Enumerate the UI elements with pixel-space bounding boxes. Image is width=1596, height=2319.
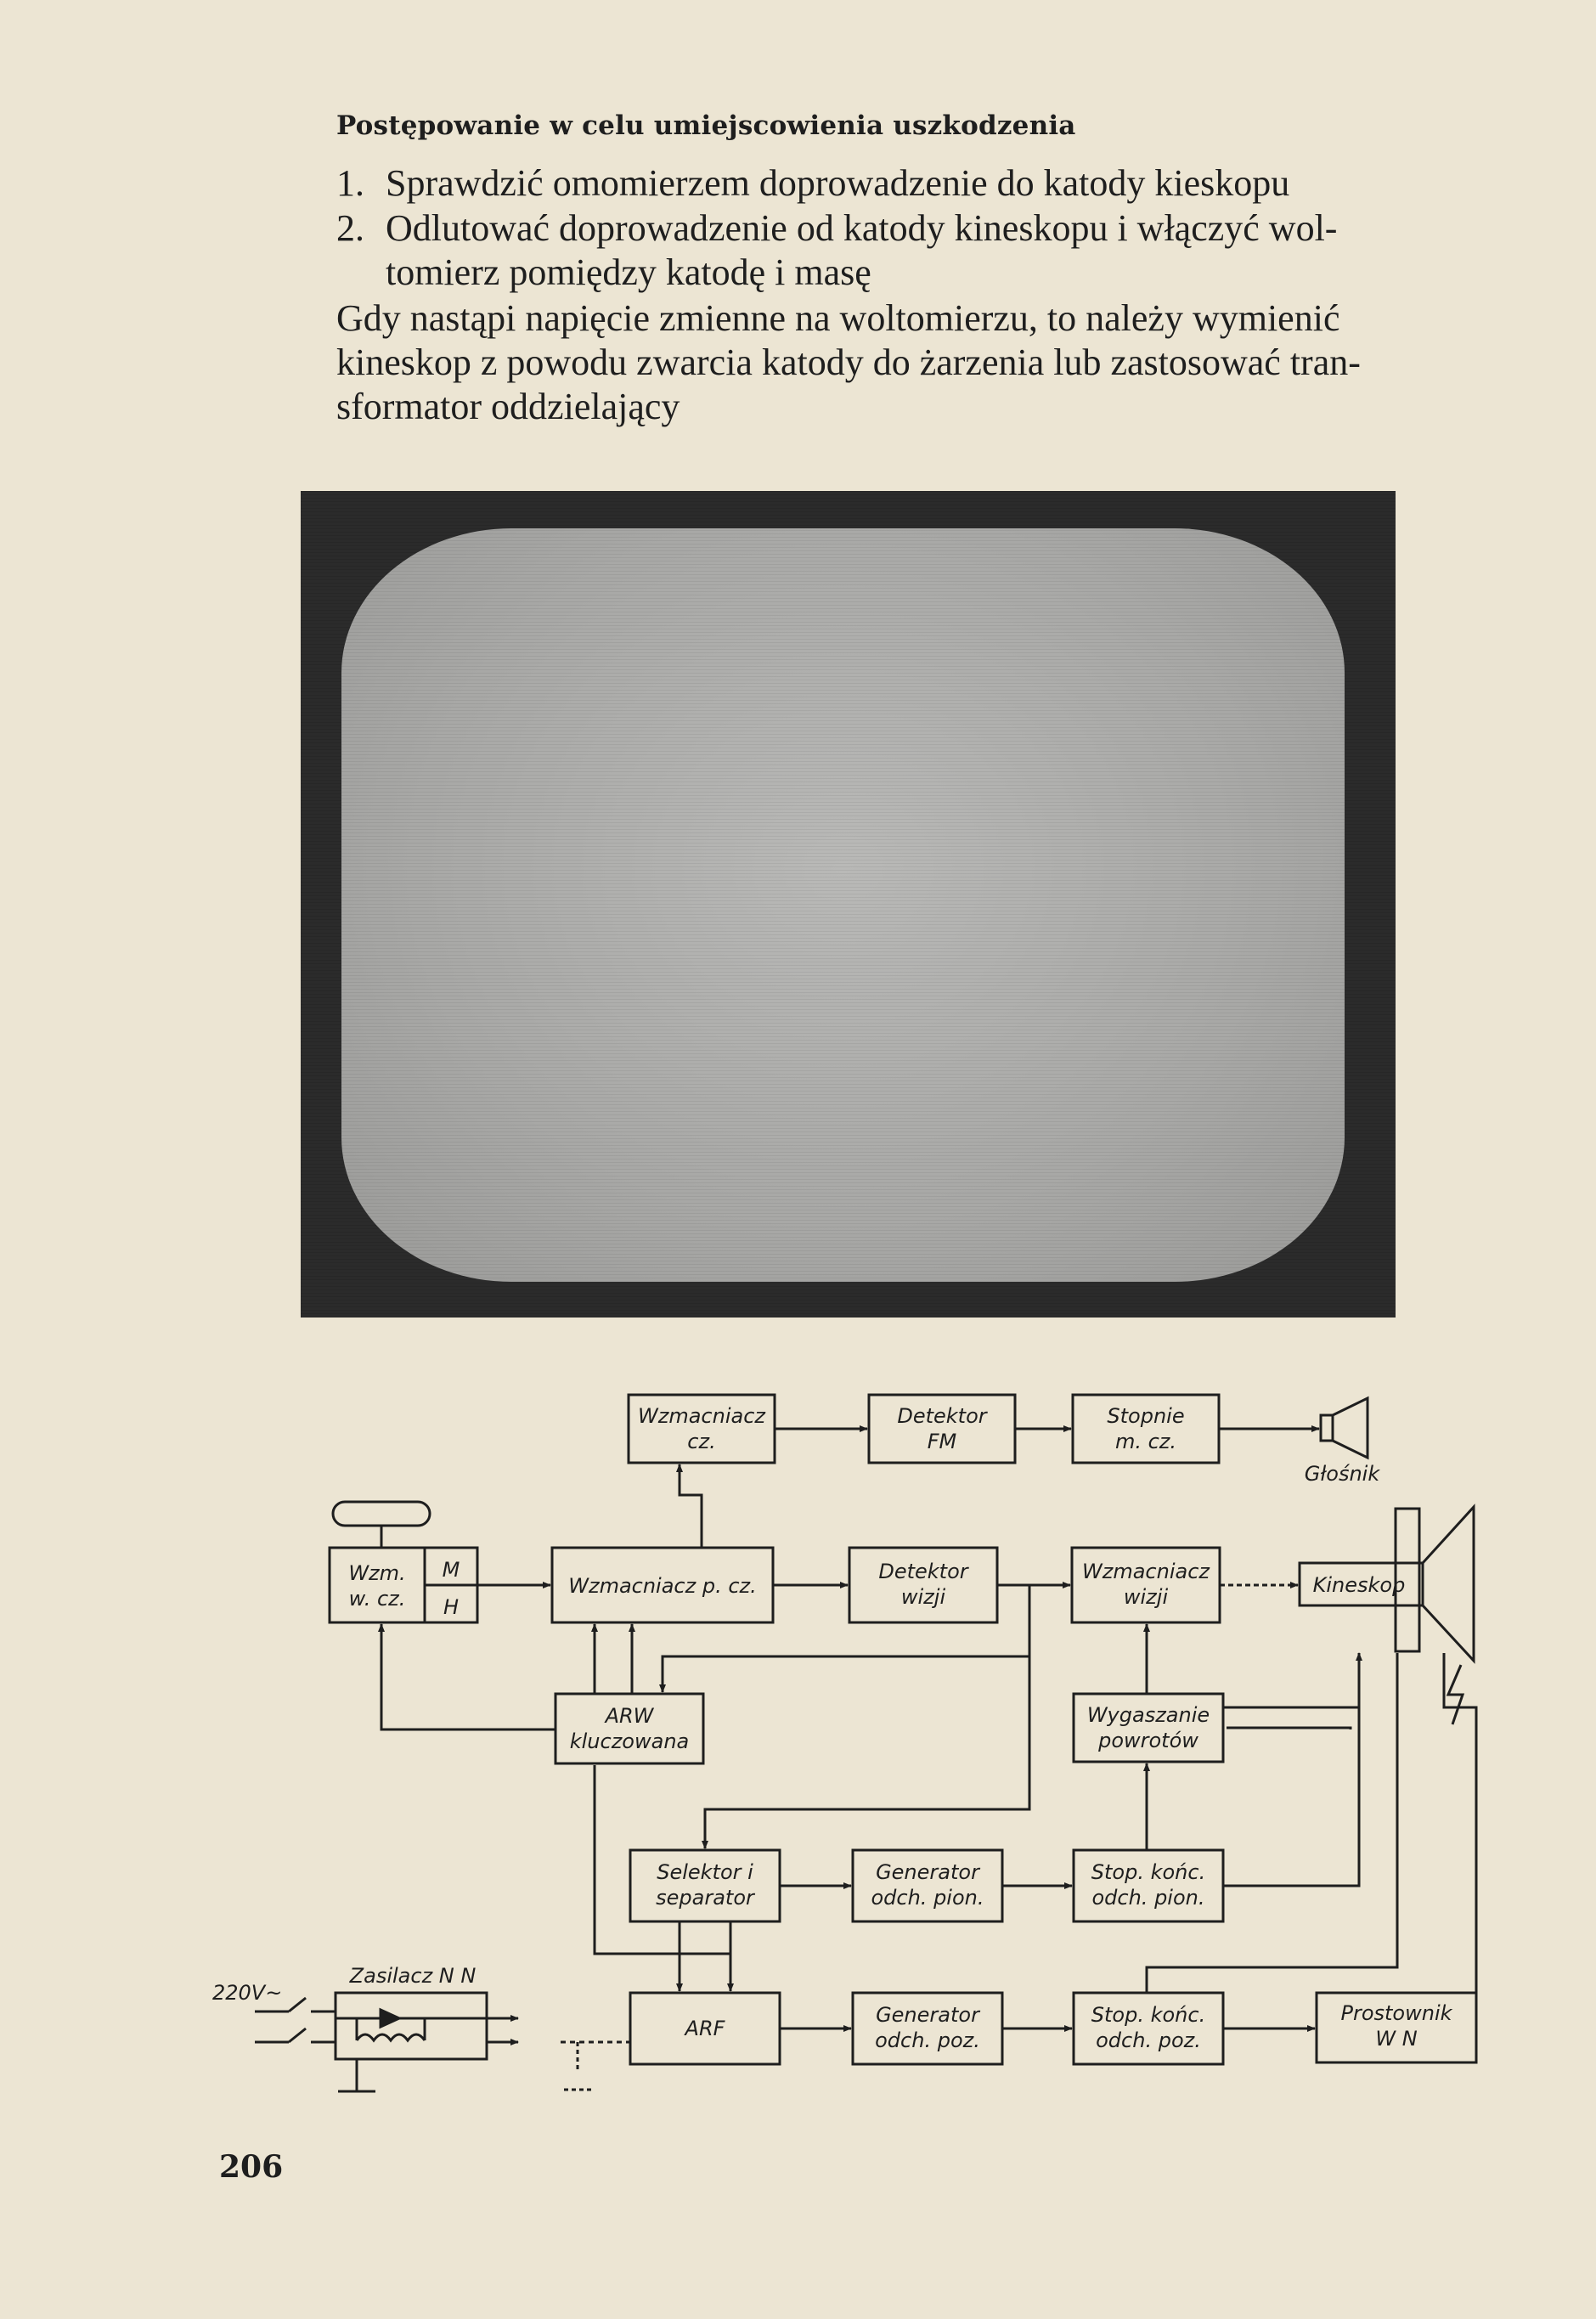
label-stop-pion-1: Stop. końc.: [1091, 1860, 1206, 1884]
step-2-text-line-1: Odlutować doprowadzenie od katody kineskopu i włączyć wol-: [386, 207, 1338, 249]
page-number: 206: [219, 2149, 284, 2185]
label-h: H: [443, 1595, 460, 1619]
label-wzm-cz-2: cz.: [687, 1430, 716, 1453]
label-wzm-wizji-1: Wzmacniacz: [1082, 1560, 1210, 1583]
label-detektor-fm-2: FM: [927, 1430, 957, 1453]
label-m: M: [442, 1558, 460, 1582]
label-arw-2: kluczowana: [569, 1729, 690, 1753]
label-gen-poz-1: Generator: [876, 2003, 979, 2027]
label-detektor-fm-1: Detektor: [897, 1404, 987, 1428]
label-selektor-1: Selektor i: [657, 1860, 753, 1884]
label-prostownik-1: Prostownik: [1340, 2001, 1452, 2025]
label-wygaszanie-2: powrotów: [1098, 1729, 1198, 1752]
label-stopnie-2: m. cz.: [1114, 1430, 1177, 1453]
label-stop-poz-1: Stop. końc.: [1091, 2003, 1206, 2027]
speaker-cone: [1333, 1398, 1368, 1458]
antenna-symbol: [333, 1502, 430, 1526]
label-stop-pion-2: odch. pion.: [1091, 1886, 1205, 1910]
label-wygaszanie-1: Wygaszanie: [1086, 1703, 1210, 1727]
label-detektor-wizji-1: Detektor: [878, 1560, 968, 1583]
step-2-text-line-2: tomierz pomiędzy katodę i masę: [386, 251, 871, 293]
label-wzm-w-cz-1: Wzm.: [348, 1561, 406, 1585]
kineskop-tube: [1423, 1507, 1474, 1661]
label-selektor-2: separator: [656, 1886, 754, 1910]
label-gen-pion-1: Generator: [876, 1860, 979, 1884]
paragraph-line-3: sformator oddzielający: [336, 386, 680, 427]
box-zasilacz: [336, 1993, 487, 2059]
label-gen-pion-2: odch. pion.: [871, 1886, 984, 1910]
step-2-number: 2.: [336, 207, 364, 249]
label-wzm-p-cz: Wzmacniacz p. cz.: [568, 1574, 757, 1598]
label-stopnie-1: Stopnie: [1107, 1404, 1185, 1428]
label-arf: ARF: [685, 2017, 725, 2040]
label-wzm-wizji-2: wizji: [1123, 1585, 1169, 1609]
label-kineskop: Kineskop: [1312, 1573, 1406, 1597]
section-heading: Postępowanie w celu umiejscowienia uszkodzenia: [336, 110, 1076, 141]
paragraph-line-2: kineskop z powodu zwarcia katody do żarzenia lub zastosować tran-: [336, 341, 1361, 383]
label-voltage: 220V~: [212, 1981, 283, 2005]
label-stop-poz-2: odch. poz.: [1096, 2028, 1201, 2052]
step-1-text: Sprawdzić omomierzem doprowadzenie do katody kieskopu: [386, 162, 1290, 204]
step-1-number: 1.: [336, 162, 364, 204]
label-wzm-w-cz-2: w. cz.: [348, 1587, 406, 1611]
speaker-magnet: [1321, 1415, 1333, 1441]
paragraph-line-1: Gdy nastąpi napięcie zmienne na woltomierzu, to należy wymienić: [336, 297, 1340, 339]
label-wzm-cz-1: Wzmacniacz: [638, 1404, 765, 1428]
label-zasilacz: Zasilacz N N: [349, 1964, 477, 1988]
label-detektor-wizji-2: wizji: [900, 1585, 946, 1609]
label-glosnik: Głośnik: [1304, 1462, 1380, 1486]
label-gen-poz-2: odch. poz.: [875, 2028, 980, 2052]
label-arw-1: ARW: [605, 1704, 654, 1728]
label-prostownik-2: W N: [1375, 2027, 1418, 2051]
